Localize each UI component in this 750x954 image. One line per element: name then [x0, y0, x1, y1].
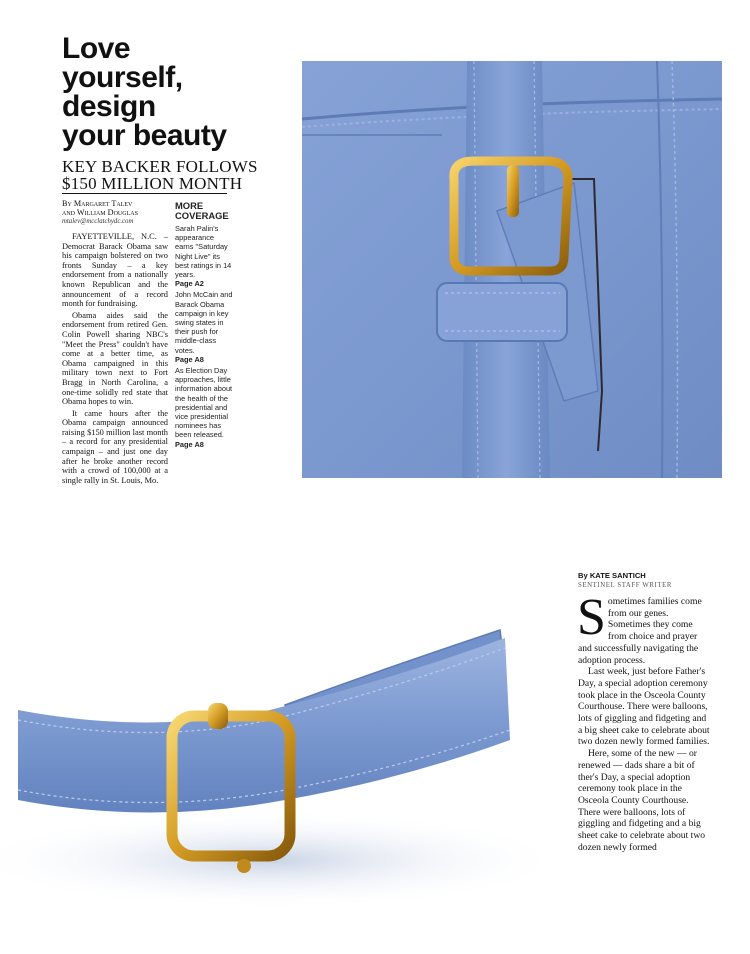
more-coverage-sidebar	[175, 201, 233, 478]
byline-line: By Margaret Talev	[62, 199, 133, 208]
article-paragraph	[577, 589, 712, 666]
headline-line: Love	[62, 32, 131, 65]
byline-email: mtalev@mcclatchydc.com	[62, 218, 134, 225]
headline-line: design	[62, 90, 156, 123]
bag-buckle-illustration	[302, 61, 722, 478]
sidebar-item-text: John McCain and Barack Obama campaign in key swing states in their push for middle-class votes.	[175, 290, 233, 355]
strap-buckle-illustration	[0, 560, 560, 949]
article-text: ometimes families come from our genes. Sometimes they come from choice and prayer and successfully navigating the adoption process.	[578, 596, 702, 666]
subhead-line: $150 MILLION MONTH	[62, 174, 243, 193]
article-paragraph: Obama aides said the endorsement from retired Gen. Colin Powell sharing NBC's "Meet the Press" couldn't have come at a better time, as Obama campaigned in this military town next to Fort Bragg in North Carolina, a one-time solidly red state that Obama hopes to win.	[62, 310, 168, 407]
article-paragraph	[62, 232, 168, 309]
drop-cap: S	[577, 589, 606, 646]
headline	[62, 34, 292, 150]
byline: By KATE SANTICH	[578, 571, 646, 580]
sidebar-item-page: Page A2	[175, 279, 204, 289]
headline-line: yourself,	[62, 61, 183, 94]
article-text: Democrat Barack Obama saw his campaign bolstered on two fronts Sunday – a key endorsement from a nationally known Republican and the announcement of a record month for fundraising.	[62, 241, 168, 309]
dateline: FAYETTEVILLE, N.C. –	[72, 232, 168, 241]
article-column-right	[578, 571, 712, 901]
article-column	[62, 232, 168, 485]
headline-line: your beauty	[62, 119, 227, 152]
article-paragraph: Last week, just before Father's Day, a special adoption ceremony took place in the Osceola County Courthouse. There were balloons, lots of giggling and fidgeting and a big sheet cake to celebrate about two dozen newly formed families.	[578, 666, 710, 748]
heading-line: MORE	[175, 200, 204, 211]
byline-line: and William Douglas	[62, 208, 138, 217]
divider	[62, 193, 227, 194]
sidebar-item-text: Sarah Palin's appearance earns "Saturday Night Live" its best ratings in 14 years.	[175, 224, 232, 280]
article-paragraph: It came hours after the Obama campaign announced raising $150 million last month – a record for any presidential campaign – and just one day after he broke another record with a crowd of 100,000 at a single rally in St. Louis, Mo.	[62, 408, 168, 485]
sidebar-item-page: Page A8	[175, 354, 204, 364]
heading-line: COVERAGE	[175, 210, 229, 221]
byline	[62, 199, 167, 226]
sidebar-item-page: Page A8	[175, 439, 204, 449]
bag-buckle-photo	[302, 61, 722, 478]
byline-role: SENTINEL STAFF WRITER	[578, 582, 672, 589]
article-paragraph: Here, some of the new — or renewed — dads share a bit of ther's Day, a special adoption ceremony took place in the Osceola County Courthouse. There were balloons, lots of giggling and fidgeting and a big sheet cake to celebrate about two dozen newly formed	[578, 748, 706, 853]
subhead	[62, 158, 302, 192]
more-coverage-heading	[175, 201, 233, 221]
subhead-line: KEY BACKER FOLLOWS	[62, 157, 258, 176]
sidebar-item-text: As Election Day approaches, little information about the health of the presidential and vice presidential nominees has been released.	[175, 366, 233, 440]
strap-buckle-photo	[0, 560, 560, 949]
